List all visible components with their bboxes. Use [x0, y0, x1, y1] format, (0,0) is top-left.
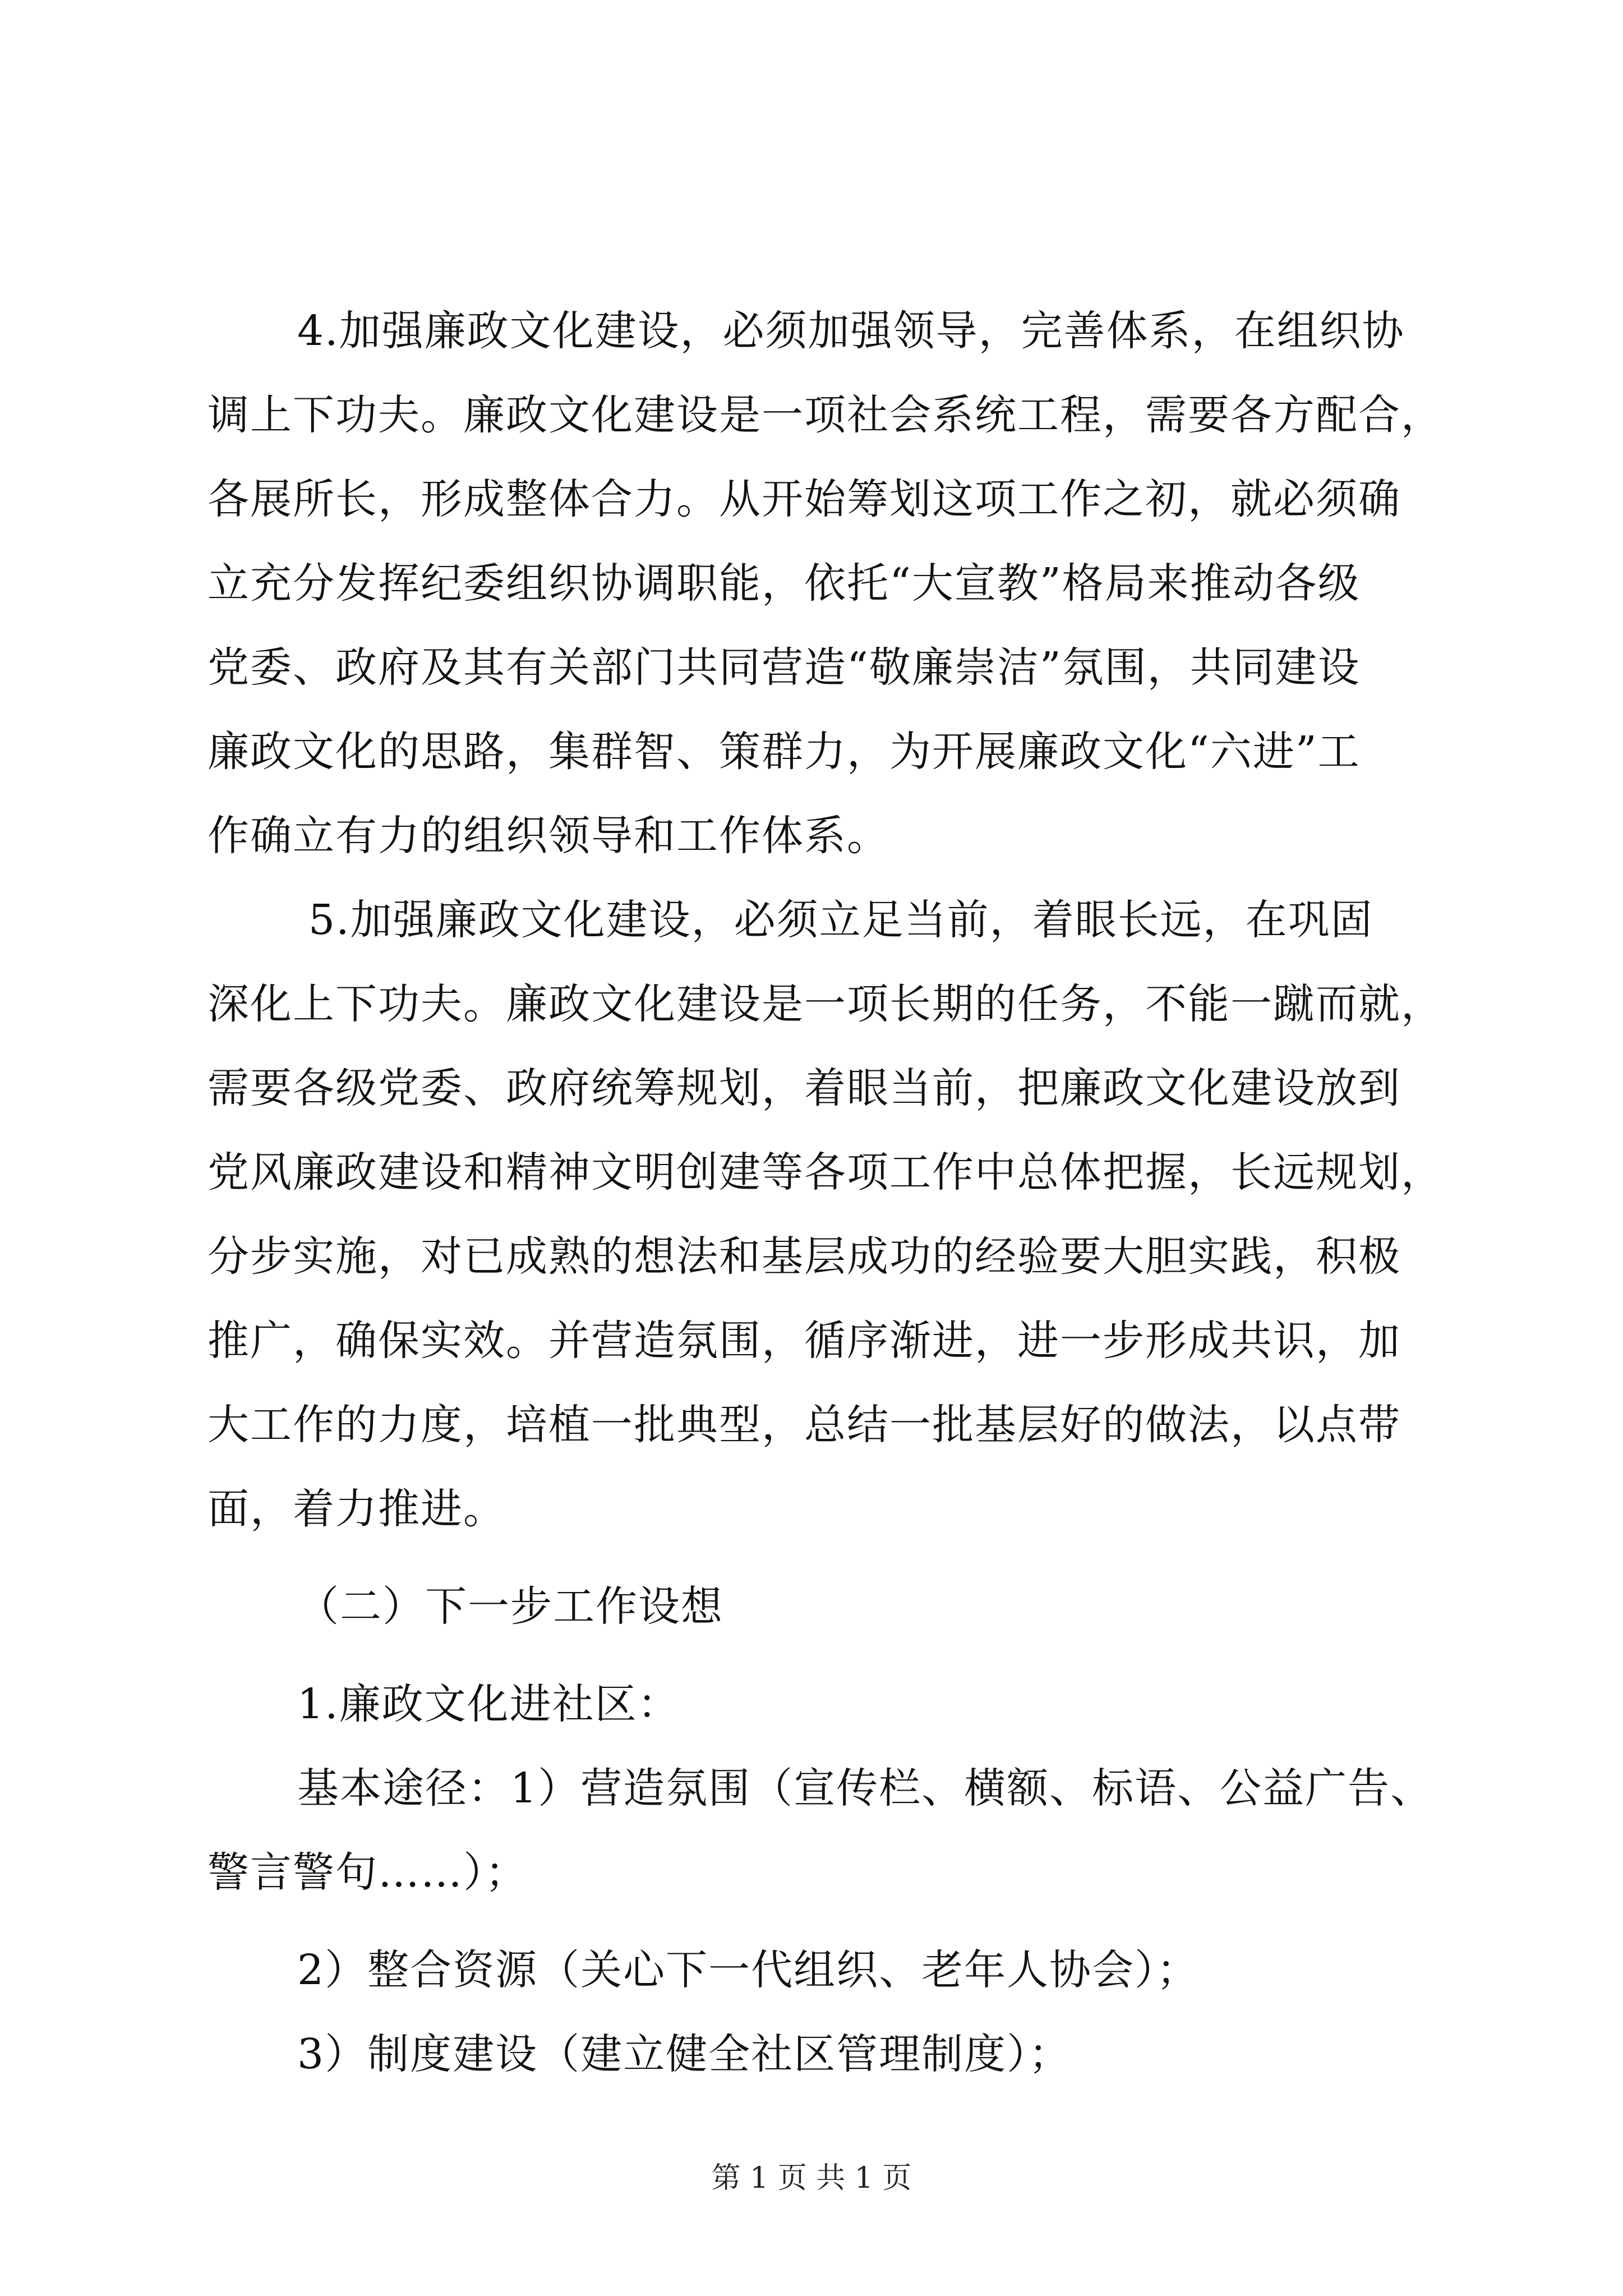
text-line: 各展所长，形成整体合力。从开始筹划这项工作之初，就必须确	[208, 475, 1401, 523]
text-line: 5.加强廉政文化建设，必须立足当前，着眼长远，在巩固	[308, 896, 1373, 944]
text-line: 大工作的力度，培植一批典型，总结一批基层好的做法，以点带	[208, 1401, 1401, 1449]
list-item-2: 2）整合资源（关心下一代组织、老年人协会）；	[297, 1946, 1200, 1994]
paragraph-4	[208, 289, 1444, 878]
list-item-1: 1.廉政文化进社区：	[297, 1680, 680, 1728]
text-line: 面，着力推进。	[208, 1485, 506, 1533]
paragraph-5	[208, 878, 1444, 1551]
text-line: 4.加强廉政文化建设，必须加强领导，完善体系，在组织协	[297, 307, 1405, 355]
text-line: 分步实施，对已成熟的想法和基层成功的经验要大胆实践，积极	[208, 1232, 1401, 1281]
text-line: 推广，确保实效。并营造氛围，循序渐进，进一步形成共识，加	[208, 1317, 1401, 1365]
text-line: 深化上下功夫。廉政文化建设是一项长期的任务，不能一蹴而就，	[208, 980, 1444, 1028]
section-heading: （二）下一步工作设想	[297, 1582, 723, 1631]
text-line: 立充分发挥纪委组织协调职能，依托“大宣教”格局来推动各级	[208, 559, 1361, 608]
text-line: 廉政文化的思路，集群智、策群力，为开展廉政文化“六进”工	[208, 728, 1361, 776]
text-line: 需要各级党委、政府统筹规划，着眼当前，把廉政文化建设放到	[208, 1064, 1401, 1112]
basic-path-line: 基本途径：1）营造氛围（宣传栏、横额、标语、公益广告、	[297, 1764, 1433, 1812]
text-line: 党风廉政建设和精神文明创建等各项工作中总体把握，长远规划，	[208, 1148, 1444, 1197]
text-line: 党委、政府及其有关部门共同营造“敬廉崇洁”氛围，共同建设	[208, 643, 1361, 692]
document-body	[208, 289, 1444, 2096]
text-line: 作确立有力的组织领导和工作体系。	[208, 812, 889, 860]
list-item-3: 3）制度建设（建立健全社区管理制度）；	[297, 2030, 1072, 2078]
basic-path-line: 警言警句……）；	[208, 1848, 528, 1897]
page-footer: 第 1 页 共 1 页	[711, 2161, 912, 2195]
text-line: 调上下功夫。廉政文化建设是一项社会系统工程，需要各方配合，	[208, 391, 1444, 439]
